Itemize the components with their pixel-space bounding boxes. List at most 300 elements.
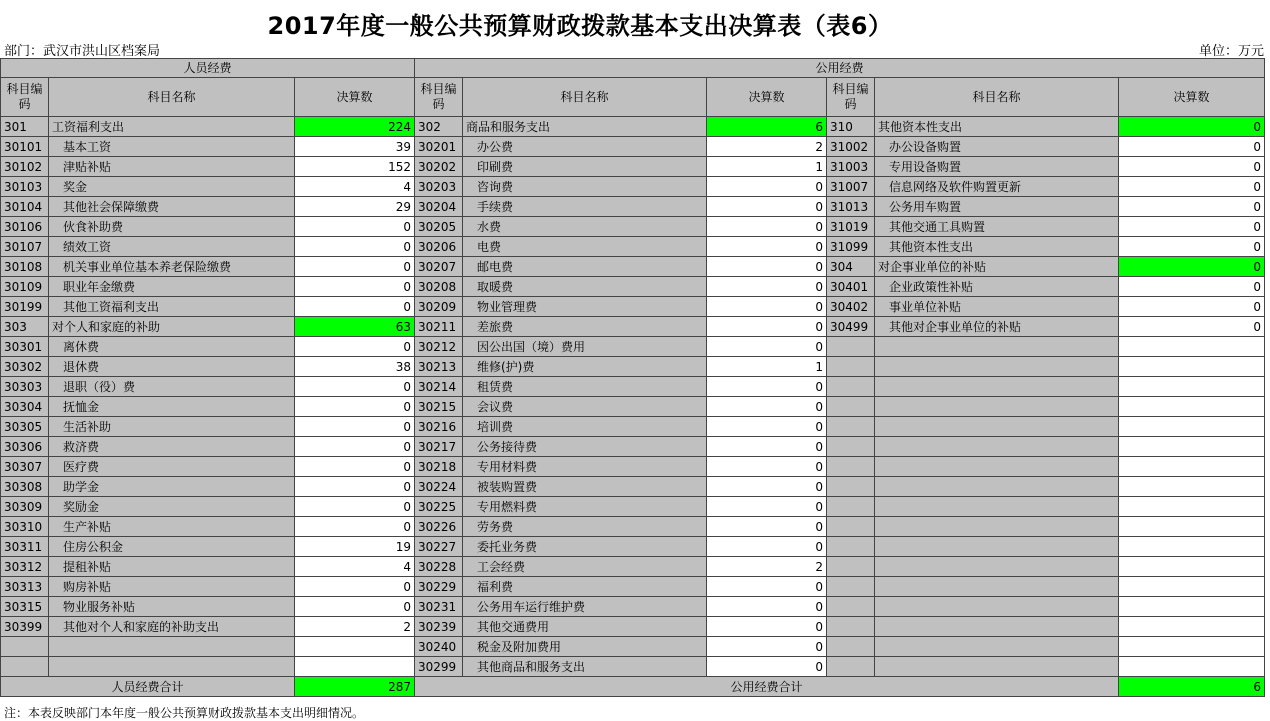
amount-value: [1119, 497, 1265, 517]
amount-value: [1119, 577, 1265, 597]
subject-code: 30205: [415, 217, 463, 237]
subject-code: [827, 537, 875, 557]
amount-value: 0: [707, 377, 827, 397]
public-total-value: 6: [1119, 677, 1265, 697]
subject-name: 差旅费: [463, 317, 707, 337]
subject-name: 印刷费: [463, 157, 707, 177]
subject-name: 退休费: [49, 357, 295, 377]
subject-code: 30206: [415, 237, 463, 257]
amount-value: 0: [1119, 197, 1265, 217]
subject-name: 工资福利支出: [49, 117, 295, 137]
amount-value: 4: [295, 177, 415, 197]
amount-value: 0: [707, 217, 827, 237]
amount-value: 0: [295, 577, 415, 597]
subject-code: 30106: [1, 217, 49, 237]
subject-name: 因公出国（境）费用: [463, 337, 707, 357]
table-row: [1, 497, 1265, 517]
table-row: [1, 657, 1265, 677]
subject-code: 30299: [415, 657, 463, 677]
subject-code: 30227: [415, 537, 463, 557]
subject-name: [875, 497, 1119, 517]
subject-name: [875, 397, 1119, 417]
amount-value: 0: [707, 497, 827, 517]
subject-name: 专用材料费: [463, 457, 707, 477]
subject-name: 水费: [463, 217, 707, 237]
public-total-label: 公用经费合计: [415, 677, 1119, 697]
table-row: [1, 517, 1265, 537]
subject-code: 31007: [827, 177, 875, 197]
amount-value: [1119, 417, 1265, 437]
subject-code: 30104: [1, 197, 49, 217]
subject-name: 提租补贴: [49, 557, 295, 577]
subject-code: [827, 437, 875, 457]
amount-value: 0: [707, 637, 827, 657]
subject-name: 维修(护)费: [463, 357, 707, 377]
table-row: [1, 177, 1265, 197]
table-row: [1, 337, 1265, 357]
subject-code: 30214: [415, 377, 463, 397]
table-row: [1, 557, 1265, 577]
amount-value: 0: [1119, 257, 1265, 277]
subject-code: 30103: [1, 177, 49, 197]
table-row: [1, 317, 1265, 337]
table-row: [1, 197, 1265, 217]
amount-value: 0: [707, 417, 827, 437]
amount-value: 0: [707, 237, 827, 257]
subject-name: 伙食补助费: [49, 217, 295, 237]
subject-name: 退职（役）费: [49, 377, 295, 397]
amount-value: [1119, 437, 1265, 457]
table-row: [1, 237, 1265, 257]
table-row: [1, 157, 1265, 177]
subject-code: 30229: [415, 577, 463, 597]
header-amount: 决算数: [1119, 78, 1265, 117]
subject-name: 办公设备购置: [875, 137, 1119, 157]
amount-value: 0: [295, 437, 415, 457]
subject-code: 30307: [1, 457, 49, 477]
amount-value: [1119, 537, 1265, 557]
amount-value: 0: [707, 397, 827, 417]
amount-value: 0: [1119, 317, 1265, 337]
header-amount: 决算数: [295, 78, 415, 117]
amount-value: 0: [707, 537, 827, 557]
amount-value: 1: [707, 157, 827, 177]
subject-code: 30305: [1, 417, 49, 437]
amount-value: 2: [707, 557, 827, 577]
amount-value: 4: [295, 557, 415, 577]
subject-code: 30225: [415, 497, 463, 517]
amount-value: 0: [707, 477, 827, 497]
subject-name: 公务用车运行维护费: [463, 597, 707, 617]
amount-value: 0: [295, 457, 415, 477]
subject-code: 30304: [1, 397, 49, 417]
subject-name: [875, 357, 1119, 377]
subject-code: [827, 577, 875, 597]
subject-name: 救济费: [49, 437, 295, 457]
subject-code: 31019: [827, 217, 875, 237]
subject-code: 30240: [415, 637, 463, 657]
subject-code: 30402: [827, 297, 875, 317]
subject-code: 30212: [415, 337, 463, 357]
subject-code: 30211: [415, 317, 463, 337]
subject-code: 30499: [827, 317, 875, 337]
subject-name: 信息网络及软件购置更新: [875, 177, 1119, 197]
subject-name: 绩效工资: [49, 237, 295, 257]
subject-name: [875, 437, 1119, 457]
amount-value: 2: [295, 617, 415, 637]
subject-code: 30224: [415, 477, 463, 497]
subject-name: 其他对个人和家庭的补助支出: [49, 617, 295, 637]
subject-code: [827, 617, 875, 637]
subject-name: [49, 637, 295, 657]
amount-value: [1119, 657, 1265, 677]
report-title: 2017年度一般公共预算财政拨款基本支出决算表（表6）: [267, 12, 893, 40]
subject-name: 其他资本性支出: [875, 117, 1119, 137]
amount-value: [295, 657, 415, 677]
subject-code: 30310: [1, 517, 49, 537]
expenditure-table: [0, 58, 1265, 697]
amount-value: 6: [707, 117, 827, 137]
subject-name: 其他交通工具购置: [875, 217, 1119, 237]
totals-row: [1, 677, 1265, 697]
subject-name: [875, 537, 1119, 557]
subject-name: 公务用车购置: [875, 197, 1119, 217]
subject-code: 30228: [415, 557, 463, 577]
header-personnel: 人员经费: [1, 59, 415, 78]
footnote: 注：本表反映部门本年度一般公共预算财政拨款基本支出明细情况。: [4, 706, 365, 720]
subject-name: 助学金: [49, 477, 295, 497]
subject-name: 手续费: [463, 197, 707, 217]
subject-code: 30102: [1, 157, 49, 177]
subject-code: [827, 377, 875, 397]
subject-code: 30308: [1, 477, 49, 497]
amount-value: 0: [1119, 117, 1265, 137]
amount-value: 0: [707, 177, 827, 197]
subject-name: 企业政策性补贴: [875, 277, 1119, 297]
subject-code: [827, 337, 875, 357]
table-row: [1, 457, 1265, 477]
subject-code: 30401: [827, 277, 875, 297]
table-row: [1, 397, 1265, 417]
subject-code: 30209: [415, 297, 463, 317]
subject-code: 30199: [1, 297, 49, 317]
table-row: [1, 437, 1265, 457]
amount-value: 0: [1119, 297, 1265, 317]
subject-name: [875, 557, 1119, 577]
subject-code: 31003: [827, 157, 875, 177]
subject-code: 30231: [415, 597, 463, 617]
subject-name: [875, 417, 1119, 437]
amount-value: 0: [295, 217, 415, 237]
amount-value: 0: [707, 577, 827, 597]
amount-value: 0: [707, 617, 827, 637]
header-public: 公用经费: [415, 59, 1265, 78]
subject-name: 会议费: [463, 397, 707, 417]
amount-value: 0: [707, 317, 827, 337]
amount-value: [1119, 557, 1265, 577]
subject-name: 物业管理费: [463, 297, 707, 317]
amount-value: 63: [295, 317, 415, 337]
header-amount: 决算数: [707, 78, 827, 117]
subject-name: 邮电费: [463, 257, 707, 277]
header-code: 科目编码: [415, 78, 463, 117]
subject-name: [49, 657, 295, 677]
subject-code: 30108: [1, 257, 49, 277]
subject-name: 福利费: [463, 577, 707, 597]
amount-value: [1119, 337, 1265, 357]
amount-value: 0: [295, 297, 415, 317]
subject-name: 奖励金: [49, 497, 295, 517]
subject-code: 31002: [827, 137, 875, 157]
amount-value: 0: [295, 377, 415, 397]
table-row: [1, 637, 1265, 657]
subject-code: 30309: [1, 497, 49, 517]
amount-value: 1: [707, 357, 827, 377]
amount-value: [1119, 397, 1265, 417]
amount-value: [1119, 617, 1265, 637]
table-row: [1, 597, 1265, 617]
subject-code: 30201: [415, 137, 463, 157]
table-row: [1, 617, 1265, 637]
subject-code: 30313: [1, 577, 49, 597]
subject-name: 其他商品和服务支出: [463, 657, 707, 677]
table-row: [1, 537, 1265, 557]
subject-code: 30311: [1, 537, 49, 557]
subject-code: [1, 637, 49, 657]
subject-code: 30207: [415, 257, 463, 277]
subject-name: 其他工资福利支出: [49, 297, 295, 317]
subject-code: [827, 517, 875, 537]
subject-name: [875, 337, 1119, 357]
subject-name: [875, 657, 1119, 677]
subject-name: 专用燃料费: [463, 497, 707, 517]
amount-value: 152: [295, 157, 415, 177]
subject-name: [875, 597, 1119, 617]
subject-name: 劳务费: [463, 517, 707, 537]
subject-code: 30101: [1, 137, 49, 157]
subject-name: 委托业务费: [463, 537, 707, 557]
table-row: [1, 277, 1265, 297]
subject-name: 生活补助: [49, 417, 295, 437]
subject-code: 301: [1, 117, 49, 137]
amount-value: [1119, 597, 1265, 617]
header-name: 科目名称: [875, 78, 1119, 117]
subject-name: 医疗费: [49, 457, 295, 477]
subject-code: [827, 357, 875, 377]
subject-name: [875, 577, 1119, 597]
amount-value: 38: [295, 357, 415, 377]
amount-value: [295, 637, 415, 657]
subject-name: 生产补贴: [49, 517, 295, 537]
subject-code: 30301: [1, 337, 49, 357]
subject-code: 31013: [827, 197, 875, 217]
subject-name: [875, 617, 1119, 637]
amount-value: 0: [707, 457, 827, 477]
subject-code: [827, 557, 875, 577]
subject-code: 30302: [1, 357, 49, 377]
subject-name: 机关事业单位基本养老保险缴费: [49, 257, 295, 277]
amount-value: 0: [295, 257, 415, 277]
amount-value: 19: [295, 537, 415, 557]
department-label: 部门：武汉市洪山区档案局: [4, 44, 161, 59]
subject-name: 职业年金缴费: [49, 277, 295, 297]
amount-value: 0: [707, 197, 827, 217]
table-row: [1, 377, 1265, 397]
amount-value: 0: [1119, 217, 1265, 237]
subject-code: [827, 657, 875, 677]
subject-name: 被装购置费: [463, 477, 707, 497]
amount-value: [1119, 357, 1265, 377]
subject-code: 30303: [1, 377, 49, 397]
amount-value: 0: [1119, 157, 1265, 177]
subject-name: 工会经费: [463, 557, 707, 577]
amount-value: 2: [707, 137, 827, 157]
subject-name: 专用设备购置: [875, 157, 1119, 177]
amount-value: 0: [707, 277, 827, 297]
header-name: 科目名称: [49, 78, 295, 117]
table-row: [1, 117, 1265, 137]
table-row: [1, 257, 1265, 277]
subject-code: 30217: [415, 437, 463, 457]
amount-value: 0: [295, 497, 415, 517]
amount-value: 0: [295, 397, 415, 417]
subject-name: 租赁费: [463, 377, 707, 397]
subject-code: 30399: [1, 617, 49, 637]
amount-value: 0: [295, 517, 415, 537]
subject-name: 办公费: [463, 137, 707, 157]
subject-code: 30208: [415, 277, 463, 297]
subject-name: 商品和服务支出: [463, 117, 707, 137]
subject-code: [827, 477, 875, 497]
table-row: [1, 417, 1265, 437]
subject-code: 30202: [415, 157, 463, 177]
amount-value: 0: [295, 417, 415, 437]
subject-name: 其他交通费用: [463, 617, 707, 637]
personnel-total-value: 287: [295, 677, 415, 697]
subject-name: 津贴补贴: [49, 157, 295, 177]
subject-name: 咨询费: [463, 177, 707, 197]
subject-name: 对企事业单位的补贴: [875, 257, 1119, 277]
subject-code: 30239: [415, 617, 463, 637]
amount-value: 0: [707, 297, 827, 317]
subject-code: [1, 657, 49, 677]
subject-name: 其他资本性支出: [875, 237, 1119, 257]
subject-code: 304: [827, 257, 875, 277]
header-code: 科目编码: [827, 78, 875, 117]
amount-value: 0: [1119, 277, 1265, 297]
subject-name: [875, 477, 1119, 497]
subject-name: 培训费: [463, 417, 707, 437]
amount-value: 29: [295, 197, 415, 217]
amount-value: 0: [1119, 237, 1265, 257]
subject-code: 30107: [1, 237, 49, 257]
amount-value: 0: [707, 337, 827, 357]
amount-value: 0: [707, 597, 827, 617]
amount-value: 0: [295, 237, 415, 257]
subject-name: 物业服务补贴: [49, 597, 295, 617]
subject-code: 30109: [1, 277, 49, 297]
subject-code: 310: [827, 117, 875, 137]
subject-code: 30226: [415, 517, 463, 537]
subject-code: [827, 457, 875, 477]
subject-name: 电费: [463, 237, 707, 257]
subject-code: 30215: [415, 397, 463, 417]
amount-value: 0: [295, 277, 415, 297]
amount-value: 0: [295, 477, 415, 497]
subject-code: 30216: [415, 417, 463, 437]
subject-code: 31099: [827, 237, 875, 257]
amount-value: [1119, 377, 1265, 397]
amount-value: 0: [707, 517, 827, 537]
subject-code: 30306: [1, 437, 49, 457]
subject-code: [827, 597, 875, 617]
subject-name: 对个人和家庭的补助: [49, 317, 295, 337]
subject-code: 30315: [1, 597, 49, 617]
subject-name: 取暖费: [463, 277, 707, 297]
table-row: [1, 137, 1265, 157]
subject-name: 抚恤金: [49, 397, 295, 417]
amount-value: [1119, 477, 1265, 497]
subject-code: [827, 397, 875, 417]
amount-value: 0: [295, 597, 415, 617]
subject-code: 30312: [1, 557, 49, 577]
header-code: 科目编码: [1, 78, 49, 117]
amount-value: 0: [295, 337, 415, 357]
subject-name: 其他对企事业单位的补贴: [875, 317, 1119, 337]
subject-code: 302: [415, 117, 463, 137]
subject-name: 事业单位补贴: [875, 297, 1119, 317]
unit-label: 单位：万元: [1198, 44, 1264, 59]
subject-code: 30213: [415, 357, 463, 377]
subject-name: 住房公积金: [49, 537, 295, 557]
subject-code: 30204: [415, 197, 463, 217]
subject-code: 30218: [415, 457, 463, 477]
subject-name: [875, 637, 1119, 657]
subject-code: 303: [1, 317, 49, 337]
subject-code: [827, 417, 875, 437]
subject-code: 30203: [415, 177, 463, 197]
table-row: [1, 357, 1265, 377]
table-row: [1, 477, 1265, 497]
header-name: 科目名称: [463, 78, 707, 117]
subject-name: 公务接待费: [463, 437, 707, 457]
subject-name: [875, 457, 1119, 477]
table-row: [1, 217, 1265, 237]
amount-value: 0: [707, 657, 827, 677]
subject-name: 税金及附加费用: [463, 637, 707, 657]
subject-name: 离休费: [49, 337, 295, 357]
subject-name: [875, 377, 1119, 397]
amount-value: [1119, 637, 1265, 657]
amount-value: 0: [707, 257, 827, 277]
subject-name: 奖金: [49, 177, 295, 197]
table-row: [1, 577, 1265, 597]
amount-value: [1119, 457, 1265, 477]
amount-value: [1119, 517, 1265, 537]
amount-value: 39: [295, 137, 415, 157]
table-row: [1, 297, 1265, 317]
subject-code: [827, 637, 875, 657]
subject-code: [827, 497, 875, 517]
subject-name: [875, 517, 1119, 537]
subject-name: 基本工资: [49, 137, 295, 157]
amount-value: 0: [707, 437, 827, 457]
subject-name: 其他社会保障缴费: [49, 197, 295, 217]
subject-name: 购房补贴: [49, 577, 295, 597]
amount-value: 0: [1119, 137, 1265, 157]
amount-value: 224: [295, 117, 415, 137]
amount-value: 0: [1119, 177, 1265, 197]
